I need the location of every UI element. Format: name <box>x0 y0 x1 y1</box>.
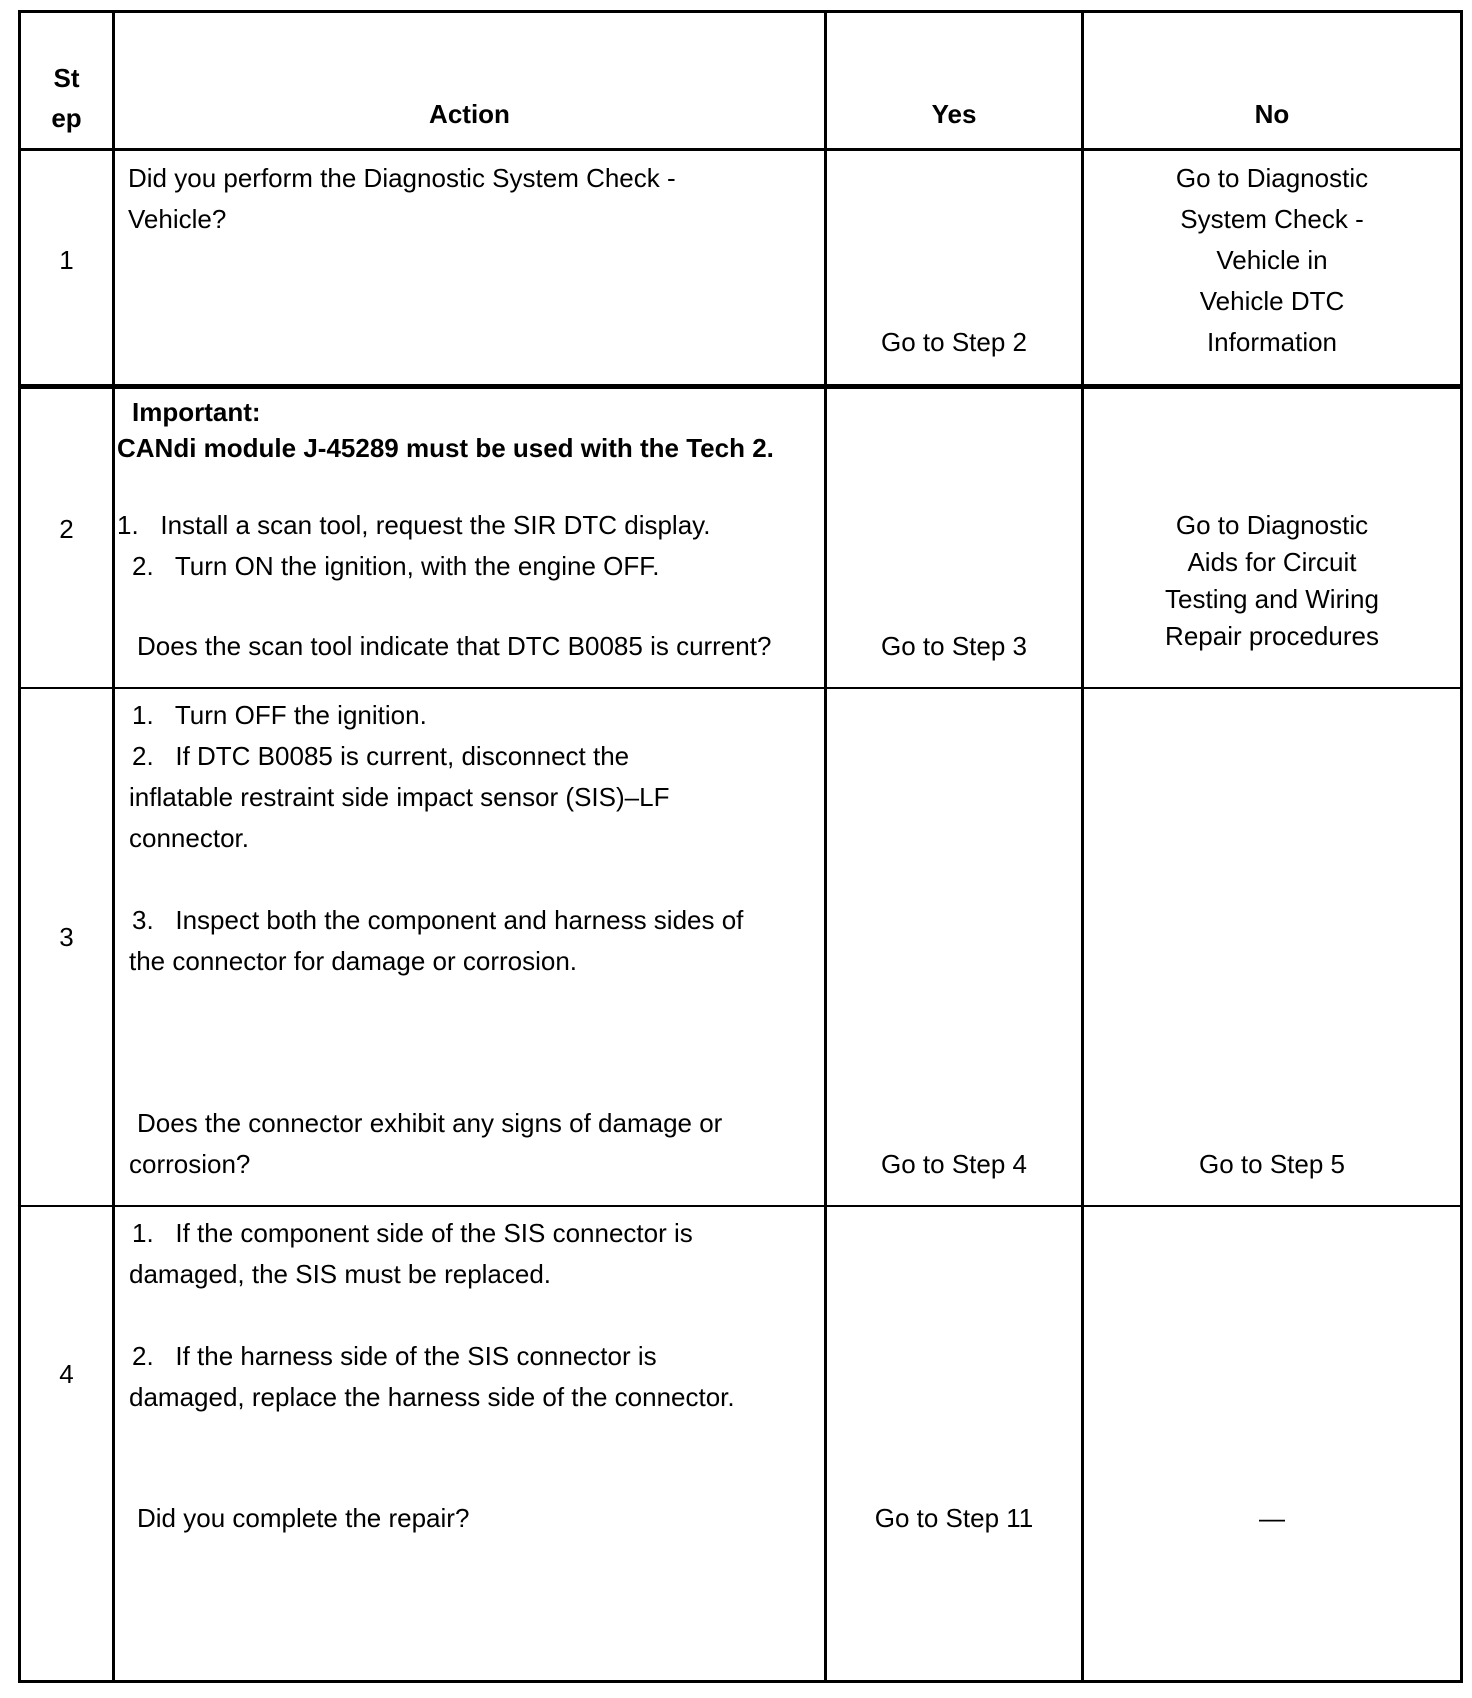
step-2-no-line: Repair procedures <box>1165 621 1379 651</box>
table-border-bottom <box>18 1680 1463 1683</box>
step-1-no-line: Information <box>1206 327 1338 357</box>
diagnostic-table <box>18 10 1463 1683</box>
step-4-action-line: damaged, replace the harness side of the connector. <box>129 1382 735 1412</box>
table-border-right <box>1460 10 1463 1683</box>
step-3-question-line: corrosion? <box>129 1149 251 1179</box>
step-1-yes: Go to Step 2 <box>881 327 1027 357</box>
step-1-no-line: System Check - <box>1180 204 1364 234</box>
step-4-action-line: 1. If the component side of the SIS connector is <box>132 1218 693 1248</box>
step-3-action-line: 1. Turn OFF the ignition. <box>132 700 427 730</box>
step-2-no-line: Testing and Wiring <box>1165 584 1379 614</box>
header-no: No <box>1254 99 1290 129</box>
step-4-no: — <box>1259 1503 1285 1533</box>
step-3-question-line: Does the connector exhibit any signs of damage or <box>137 1108 723 1138</box>
step-2-question: Does the scan tool indicate that DTC B0085 is current? <box>137 631 772 661</box>
step-4-action-line: 2. If the harness side of the SIS connector is <box>132 1341 657 1371</box>
step-3-action-line: inflatable restraint side impact sensor (SIS)–LF <box>129 782 670 812</box>
header-yes: Yes <box>931 99 977 129</box>
row-divider-1 <box>18 384 1463 389</box>
step-4-action-line: damaged, the SIS must be replaced. <box>129 1259 552 1289</box>
step-2-number: 2 <box>59 514 74 544</box>
step-1-no-line: Go to Diagnostic <box>1175 163 1369 193</box>
step-3-action-line: connector. <box>129 823 249 853</box>
header-action: Action <box>429 99 510 129</box>
step-1-action-line: Did you perform the Diagnostic System Check - <box>128 163 676 193</box>
step-2-action-line: 2. Turn ON the ignition, with the engine OFF. <box>132 551 660 581</box>
step-4-yes: Go to Step 11 <box>874 1503 1034 1533</box>
step-2-no-line: Aids for Circuit <box>1187 547 1357 577</box>
step-3-action-line: 3. Inspect both the component and harness sides of <box>132 905 744 935</box>
step-1-number: 1 <box>59 245 74 275</box>
step-3-yes: Go to Step 4 <box>881 1149 1027 1179</box>
header-step-line1: St <box>53 63 80 93</box>
row-divider-2 <box>18 687 1463 689</box>
step-2-action-line: 1. Install a scan tool, request the SIR DTC display. <box>117 510 711 540</box>
step-1-no-line: Vehicle DTC <box>1199 286 1345 316</box>
step-3-number: 3 <box>59 922 74 952</box>
step-4-number: 4 <box>59 1359 74 1389</box>
step-2-no-line: Go to Diagnostic <box>1175 510 1369 540</box>
step-3-no: Go to Step 5 <box>1199 1149 1345 1179</box>
step-1-action-line: Vehicle? <box>128 204 227 234</box>
step-1-no-line: Vehicle in <box>1216 245 1328 275</box>
table-border-top <box>18 10 1463 13</box>
step-2-yes: Go to Step 3 <box>881 631 1027 661</box>
header-divider <box>18 148 1463 151</box>
step-2-important-text: CANdi module J-45289 must be used with the Tech 2. <box>117 433 774 463</box>
header-step-line2: ep <box>51 103 82 133</box>
col-divider-step <box>112 10 115 1683</box>
step-3-action-line: the connector for damage or corrosion. <box>129 946 578 976</box>
step-4-question: Did you complete the repair? <box>137 1503 470 1533</box>
row-divider-3 <box>18 1205 1463 1207</box>
step-3-action-line: 2. If DTC B0085 is current, disconnect the <box>132 741 630 771</box>
step-2-important-label: Important: <box>132 397 261 427</box>
col-divider-action <box>824 10 827 1683</box>
